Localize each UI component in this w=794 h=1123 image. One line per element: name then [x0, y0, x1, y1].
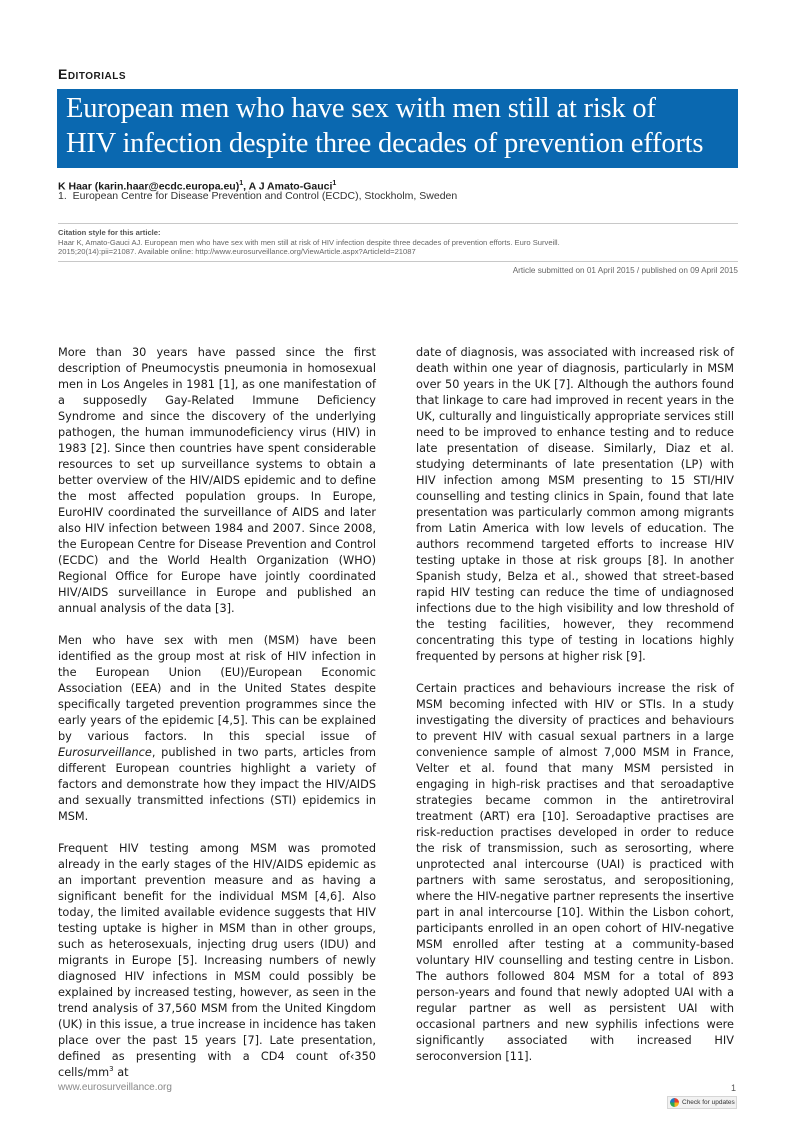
affiliation [58, 190, 457, 202]
journal-name: Eurosurveillance [58, 746, 152, 759]
paragraph [58, 633, 376, 825]
title-line-1: European men who have sex with men still at risk of [66, 93, 656, 124]
page-number: 1 [730, 1083, 736, 1093]
title-line-2: HIV infection despite three decades of prevention efforts [66, 128, 704, 159]
crossmark-icon [670, 1098, 679, 1107]
affiliation-number: 1. [58, 190, 67, 202]
section-label: Editorials [58, 66, 127, 82]
affiliation-text: European Centre for Disease Prevention and Control (ECDC), Stockholm, Sweden [72, 190, 458, 202]
check-for-updates-button[interactable] [667, 1096, 737, 1109]
submission-dates: Article submitted on 01 April 2015 / published on 09 April 2015 [512, 266, 738, 275]
footer-url[interactable]: www.eurosurveillance.org [58, 1082, 172, 1093]
citation-block [58, 228, 738, 257]
body-column-right [416, 345, 734, 1081]
divider-top [58, 223, 738, 224]
paragraph [58, 841, 376, 1081]
author-1[interactable]: K Haar (karin.haar@ecdc.europa.eu) [58, 180, 240, 193]
divider-bottom [58, 261, 738, 262]
paragraph: date of diagnosis, was associated with increased risk of death within one year of diagnosis, particularly in MSM over 50 years in the UK [7]. Although the authors found that linkage to care had improved in recent years in the UK, culturally and linguistically appropriate services still need to be improved to enhance testing and to reduce late presentation of disease. Similarly, Diaz et al. studying determinants of late presentation (LP) with HIV infection among MSM presenting to 15 STI/HIV counselling and testing clinics in Spain, found that late presentation was particularly common among migrants from Latin America with low levels of education. The authors recommend targeted efforts to increase HIV testing uptake in those at risk groups [8]. In another Spanish study, Belza et al., showed that street-based rapid HIV testing can reduce the time of undiagnosed infections due to the high visibility and low threshold of the testing facilities, however, they recommend concentrating this type of testing in locations highly frequented by persons at higher risk [9]. [416, 346, 734, 663]
author-2: A J Amato-Gauci [248, 180, 333, 193]
citation-line-2[interactable]: 2015;20(14):pii=21087. Available online: http://www.eurosurveillance.org/ViewArticle.aspx?ArticleId=21087 [58, 247, 416, 257]
paragraph: Certain practices and behaviours increase the risk of MSM becoming infected with HIV or STIs. In a study investigating the diversity of practices and behaviours to prevent HIV with casual sexual partners in a large convenience sample of almost 7,000 MSM in France, Velter et al. found that many MSM persisted in engaging in high-risk practises and that seroadaptive strategies became common in the antiretroviral treatment (ART) era [10]. Seroadaptive practises are risk-reduction practises developed in order to reduce the risk of transmission, such as serosorting, where unprotected anal intercourse (UAI) is practiced with partners with same serostatus, and seropositioning, where the HIV-negative partner represents the insertive part in anal intercourse [10]. Within the Lisbon cohort, participants enrolled in an open cohort of HIV-negative MSM enrolled after testing at a community-based voluntary HIV counselling and testing centre in Lisbon. The authors followed 804 MSM for a total of 893 person-years and found that newly adopted UAI with a regular partner as well as persistent UAI with occasional partners and new syphilis infections were significantly associated with increased HIV seroconversion [11]. [416, 682, 734, 1063]
superscript: 3 [109, 1065, 114, 1074]
author-separator: , [243, 180, 249, 193]
article-title-banner [57, 89, 738, 168]
paragraph-text: , published in two parts, articles from different European countries highlight a variety of factors and demonstrate how they impact the HIV/AIDS and sexually transmitted infections (STI) epidemics in MSM. [58, 746, 376, 823]
check-for-updates-label: Check for updates [682, 1099, 735, 1106]
body-column-left [58, 345, 376, 1097]
citation-heading: Citation style for this article: [58, 228, 161, 237]
paragraph-text: at [113, 1066, 129, 1079]
paragraph-text: Frequent HIV testing among MSM was promoted already in the early stages of the HIV/AIDS epidemic as an important prevention measure and as having a significant benefit for the individual MSM [4,6]. Also today, the limited available evidence suggests that HIV testing uptake is higher in MSM than in other groups, such as heterosexuals, injecting drug users (IDU) and migrants in Europe [5]. Increasing numbers of newly diagnosed HIV infections in MSM could possibly be explained by increased testing, however, as seen in the trend analysis of 37,560 MSM from the United Kingdom (UK) in this issue, a true increase in incidence has taken place over the past 15 years [7]. Late presentation, defined as presenting with a CD4 count of‹350 cells/mm [58, 842, 376, 1079]
paragraph-text: Men who have sex with men (MSM) have been identified as the group most at risk of HIV infection in the European Union (EU)/European Economic Association (EEA) and in the United States despite specifically targeted prevention programmes since the early years of the epidemic [4,5]. This can be explained by various factors. In this special issue of [58, 634, 376, 743]
author-2-affil: 1 [332, 180, 337, 187]
paragraph: More than 30 years have passed since the first description of Pneumocystis pneumonia in homosexual men in Los Angeles in 1981 [1], as one manifestation of a supposedly Gay-Related Immune Deficiency Syndrome and since the discovery of the underlying pathogen, the human immunodeficiency virus (HIV) in 1983 [2]. Since then countries have spent considerable resources to set up surveillance systems to obtain a better overview of the HIV/AIDS epidemic and to define the most affected population groups. In Europe, EuroHIV coordinated the surveillance of AIDS and later also HIV infection between 1984 and 2007. Since 2008, the European Centre for Disease Prevention and Control (ECDC) and the World Health Organization (WHO) Regional Office for Europe have jointly coordinated HIV/AIDS surveillance in Europe and published an annual analysis of the data [3]. [58, 346, 376, 615]
article-title [66, 91, 730, 161]
citation-line-1: Haar K, Amato-Gauci AJ. European men who have sex with men still at risk of HIV infection despite three decades of prevention efforts. Euro Surveill. [58, 237, 560, 247]
author-1-affil: 1 [239, 180, 244, 187]
